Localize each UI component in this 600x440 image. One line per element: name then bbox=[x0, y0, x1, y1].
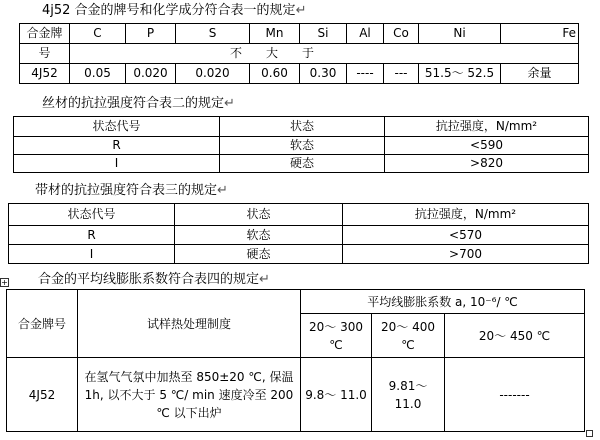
col-state: 状态 bbox=[175, 204, 343, 226]
table-cell: 硬态 bbox=[220, 155, 385, 173]
table3-heading: 带材的抗拉强度符合表三的规定↵ bbox=[35, 183, 228, 198]
table-cell: >820 bbox=[385, 155, 589, 173]
element-si: Si bbox=[300, 24, 347, 44]
table4-heading: 合金的平均线膨胀系数符合表四的规定↵ bbox=[38, 272, 270, 287]
expansion-table bbox=[6, 289, 585, 432]
element-co: Co bbox=[384, 24, 419, 44]
table-resize-handle-icon[interactable] bbox=[586, 430, 593, 437]
value-300: 9.8～ 11.0 bbox=[301, 358, 372, 432]
grade-cell: 4J52 bbox=[7, 358, 78, 432]
header-treatment: 试样热处理制度 bbox=[78, 290, 301, 358]
table-cell: 软态 bbox=[175, 226, 343, 245]
value-ni: 51.5～ 52.5 bbox=[419, 64, 501, 84]
table2-heading: 丝材的抗拉强度符合表二的规定↵ bbox=[42, 96, 235, 111]
value-si: 0.30 bbox=[300, 64, 347, 84]
table-cell: 软态 bbox=[220, 137, 385, 155]
element-mn: Mn bbox=[250, 24, 300, 44]
value-p: 0.020 bbox=[126, 64, 176, 84]
strip-strength-table bbox=[8, 203, 589, 264]
value-s: 0.020 bbox=[176, 64, 250, 84]
table-cell: I bbox=[14, 155, 220, 173]
grade-cell: 4J52 bbox=[20, 64, 70, 84]
col-state-code: 状态代号 bbox=[14, 117, 220, 137]
value-al: ---- bbox=[347, 64, 384, 84]
table-cell: <570 bbox=[343, 226, 589, 245]
header-grade-line1: 合金牌 bbox=[20, 24, 70, 44]
table-cell: <590 bbox=[385, 137, 589, 155]
range-300: 20～ 300 ℃ bbox=[301, 314, 372, 358]
value-co: --- bbox=[384, 64, 419, 84]
header-grade: 合金牌号 bbox=[7, 290, 78, 358]
value-450: ------- bbox=[445, 358, 585, 432]
element-al: Al bbox=[347, 24, 384, 44]
table-cell: R bbox=[14, 137, 220, 155]
value-mn: 0.60 bbox=[250, 64, 300, 84]
not-greater-than: 不 大 于 bbox=[70, 44, 579, 64]
element-s: S bbox=[176, 24, 250, 44]
element-p: P bbox=[126, 24, 176, 44]
table-cell: 硬态 bbox=[175, 245, 343, 264]
composition-table bbox=[19, 23, 579, 84]
table-cell: R bbox=[9, 226, 175, 245]
treatment-cell: 在氢气气氛中加热至 850±20 ℃, 保温 1h, 以不大于 5 ℃/ min 速度冷至 200 ℃ 以下出炉 bbox=[78, 358, 301, 432]
element-fe: Fe bbox=[501, 24, 579, 44]
range-400: 20～ 400 ℃ bbox=[372, 314, 445, 358]
table1-heading: 4j52 合金的牌号和化学成分符合表一的规定↵ bbox=[42, 3, 307, 18]
value-c: 0.05 bbox=[70, 64, 126, 84]
range-450: 20～ 450 ℃ bbox=[445, 314, 585, 358]
header-grade-line2: 号 bbox=[20, 44, 70, 64]
col-tensile: 抗拉强度，N/mm² bbox=[343, 204, 589, 226]
col-state-code: 状态代号 bbox=[9, 204, 175, 226]
table-cell: >700 bbox=[343, 245, 589, 264]
value-400: 9.81～ 11.0 bbox=[372, 358, 445, 432]
col-tensile: 抗拉强度，N/mm² bbox=[385, 117, 589, 137]
element-ni: Ni bbox=[419, 24, 501, 44]
wire-strength-table bbox=[13, 116, 589, 173]
value-fe: 余量 bbox=[501, 64, 579, 84]
col-state: 状态 bbox=[220, 117, 385, 137]
table-cell: I bbox=[9, 245, 175, 264]
element-c: C bbox=[70, 24, 126, 44]
table-move-handle-icon[interactable]: + bbox=[1, 278, 8, 287]
header-coefficient: 平均线膨胀系数 a, 10⁻⁶/ ℃ bbox=[301, 290, 585, 314]
